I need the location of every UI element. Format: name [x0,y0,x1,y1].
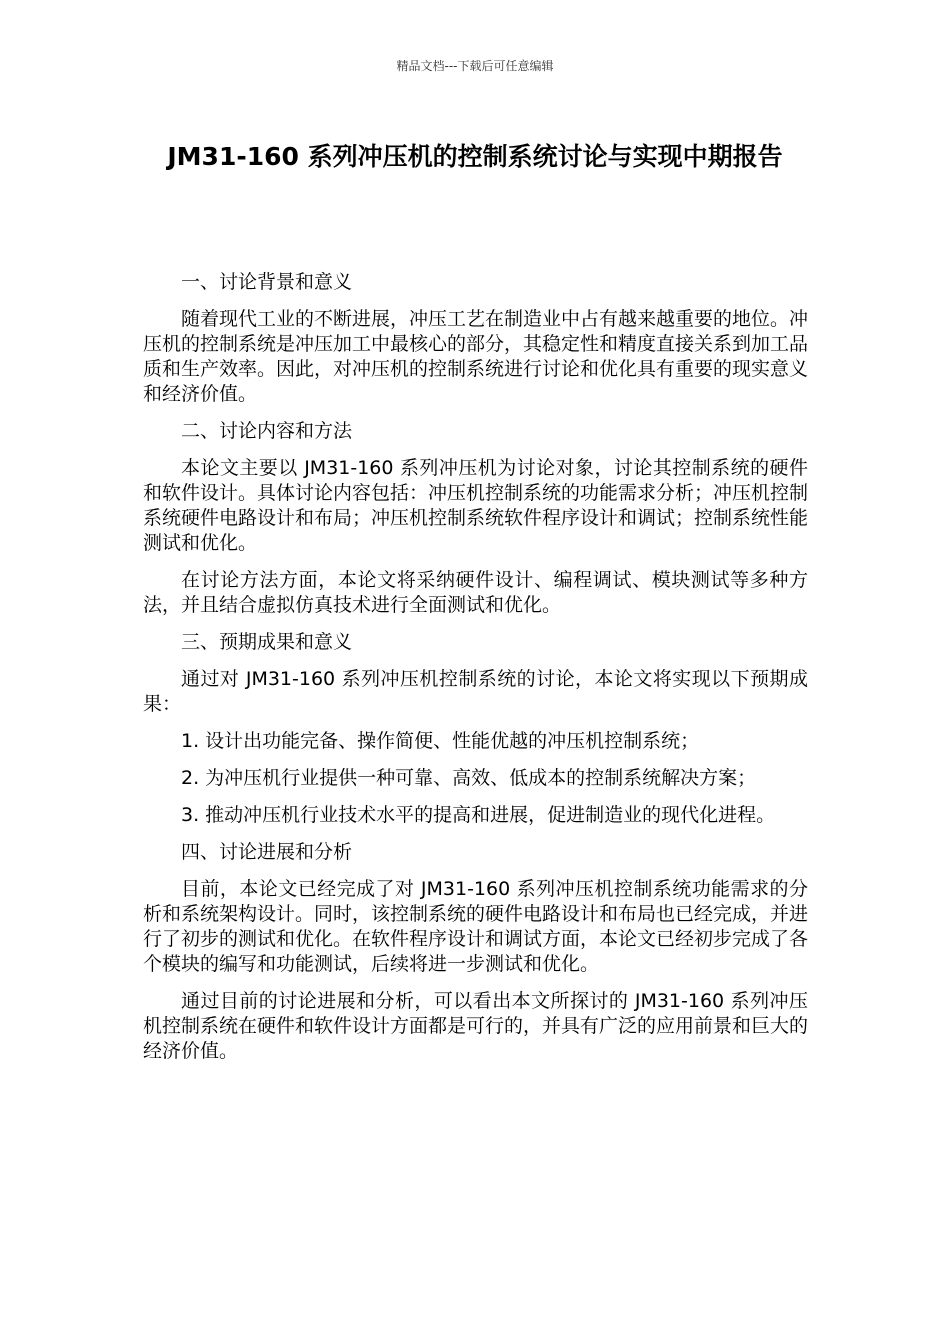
paragraph-expected-results-intro: 通过对 JM31-160 系列冲压机控制系统的讨论，本论文将实现以下预期成果： [143,668,808,715]
list-item-result-2: 2. 为冲压机行业提供一种可靠、高效、低成本的控制系统解决方案； [181,767,757,789]
paragraph-background: 随着现代工业的不断进展，冲压工艺在制造业中占有越来越重要的地位。冲压机的控制系统是冲压加工中最核心的部分，其稳定性和精度直接关系到加工品质和生产效率。因此，对冲压机的控制系统进行讨论和优化具有重要的现实意义和经济价值。 [143,308,809,405]
section-heading-background: 一、讨论背景和意义 [181,271,353,293]
section-heading-content-methods: 二、讨论内容和方法 [181,420,353,442]
paragraph-content: 本论文主要以 JM31-160 系列冲压机为讨论对象，讨论其控制系统的硬件和软件设计。具体讨论内容包括：冲压机控制系统的功能需求分析；冲压机控制系统硬件电路设计和布局；冲压机控制系统软件程序设计和调试；控制系统性能测试和优化。 [143,457,809,554]
document-body [143,270,808,1076]
section-heading-expected-results: 三、预期成果和意义 [181,631,353,653]
document-title: JM31-160 系列冲压机的控制系统讨论与实现中期报告 [167,142,783,171]
paragraph-progress: 目前，本论文已经完成了对 JM31-160 系列冲压机控制系统功能需求的分析和系统架构设计。同时，该控制系统的硬件电路设计和布局也已经完成，并进行了初步的测试和优化。在软件程序设计和调试方面，本论文已经初步完成了各个模块的编写和功能测试，后续将进一步测试和优化。 [143,878,809,975]
paragraph-methods: 在讨论方法方面，本论文将采纳硬件设计、编程调试、模块测试等多种方法，并且结合虚拟仿真技术进行全面测试和优化。 [143,569,808,616]
list-item-result-1: 1. 设计出功能完备、操作简便、性能优越的冲压机控制系统； [181,730,700,752]
list-item-result-3: 3. 推动冲压机行业技术水平的提高和进展，促进制造业的现代化进程。 [181,804,776,826]
paragraph-conclusion: 通过目前的讨论进展和分析，可以看出本文所探讨的 JM31-160 系列冲压机控制系统在硬件和软件设计方面都是可行的，并具有广泛的应用前景和巨大的经济价值。 [143,990,809,1062]
section-heading-progress: 四、讨论进展和分析 [181,841,353,863]
header-note: 精品文档---下载后可任意编辑 [396,59,554,73]
